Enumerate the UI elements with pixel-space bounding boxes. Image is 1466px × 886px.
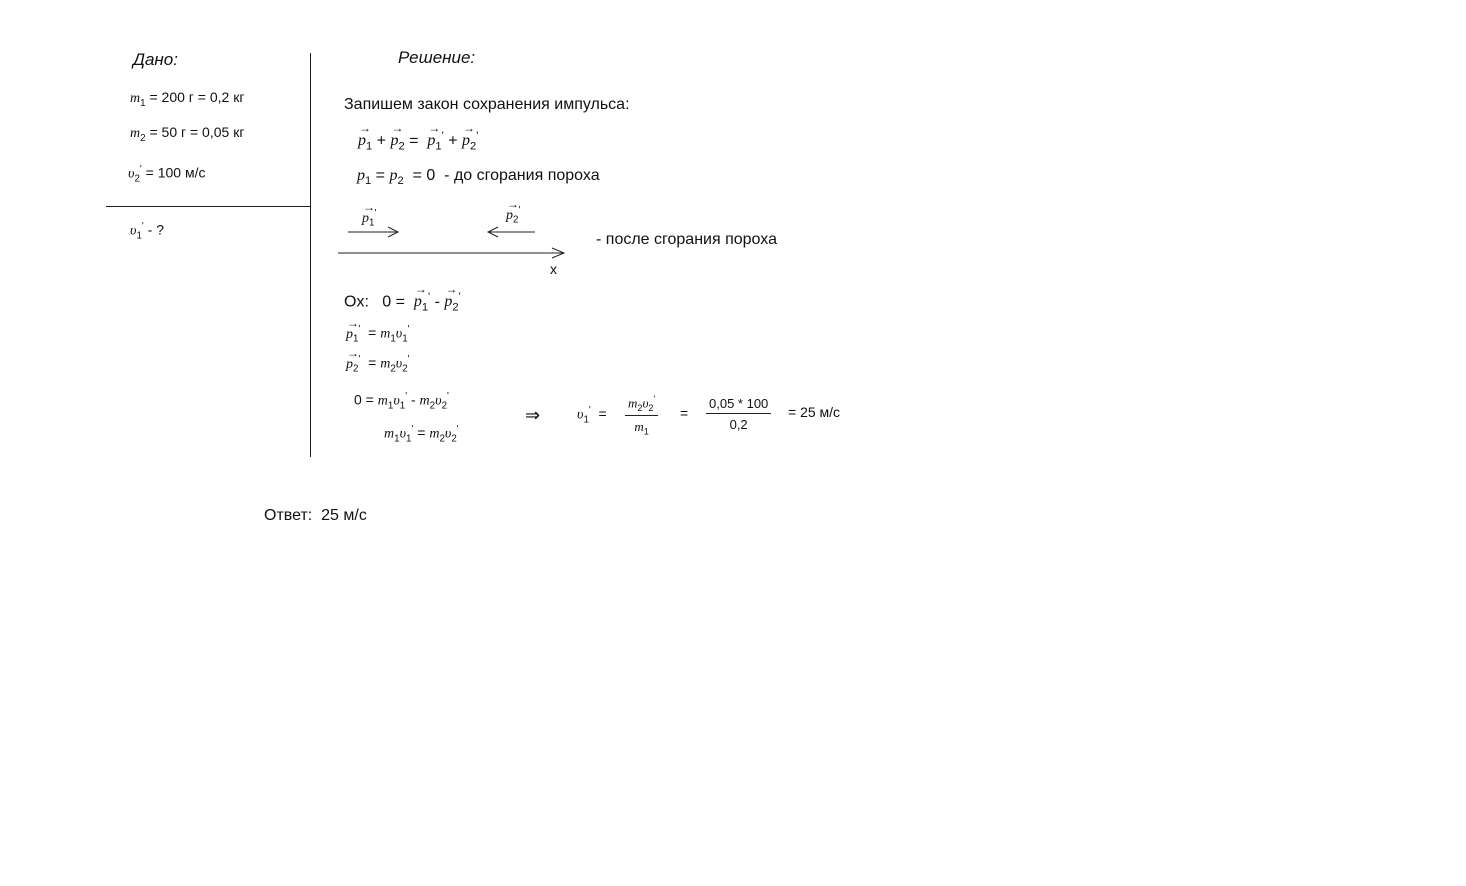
intro-text: Запишем закон сохранения импульса:	[344, 96, 630, 113]
given-v2: $\upsilon_2' = 100$ м/с	[128, 164, 206, 185]
after-combustion-text: - после сгорания пороха	[596, 231, 777, 248]
fraction-numeric: $\frac{0,05 * 100}{0,2}$	[706, 396, 771, 432]
solution-title: Решение:	[398, 48, 476, 67]
find-v1: $\upsilon_1'$ - ?	[130, 221, 164, 242]
given-m2: $m_2 = 50$ г = 0,05 кг	[130, 124, 245, 144]
p2-equation: → $p_2' = m_2\upsilon_2'$	[346, 354, 410, 374]
momentum-conservation-equation: → $p_1$ + → $p_2$ = → $p_1'$ + → $p_2'$	[358, 130, 478, 153]
p1-equation: → $p_1' = m_1\upsilon_1'$	[346, 324, 410, 344]
fraction-symbolic: $\frac{m_2\upsilon_2'}{m_1}$	[625, 394, 658, 437]
ox-projection-equation: Ox: 0 = → $p_1'$ - → $p_2'$	[344, 291, 461, 314]
v1-result-lhs: $\upsilon_1'$ =	[577, 405, 607, 426]
given-divider	[106, 206, 311, 207]
given-m1: $m_1 = 200$ г = 0,2 кг	[130, 89, 245, 109]
vertical-divider	[310, 53, 311, 457]
before-combustion-equation: $p_1 = p_2 = 0$ - до сгорания пороха	[357, 167, 600, 188]
equal-momentum-equation: $m_1\upsilon_1' = m_2\upsilon_2'$	[384, 424, 459, 445]
p2-vector-label: → $p_2'$	[506, 205, 520, 225]
x-axis-label: x	[550, 261, 557, 277]
given-title: Дано:	[133, 50, 178, 69]
implies-symbol: ⇒	[525, 405, 541, 425]
zero-equation: $0 = m_1\upsilon_1' - m_2\upsilon_2'$	[354, 391, 449, 412]
p1-vector-label: → $p_1'$	[362, 208, 376, 228]
equals-sign: =	[680, 405, 689, 421]
result-value: = 25 м/с	[788, 404, 841, 420]
answer: Ответ: 25 м/с	[264, 507, 367, 524]
